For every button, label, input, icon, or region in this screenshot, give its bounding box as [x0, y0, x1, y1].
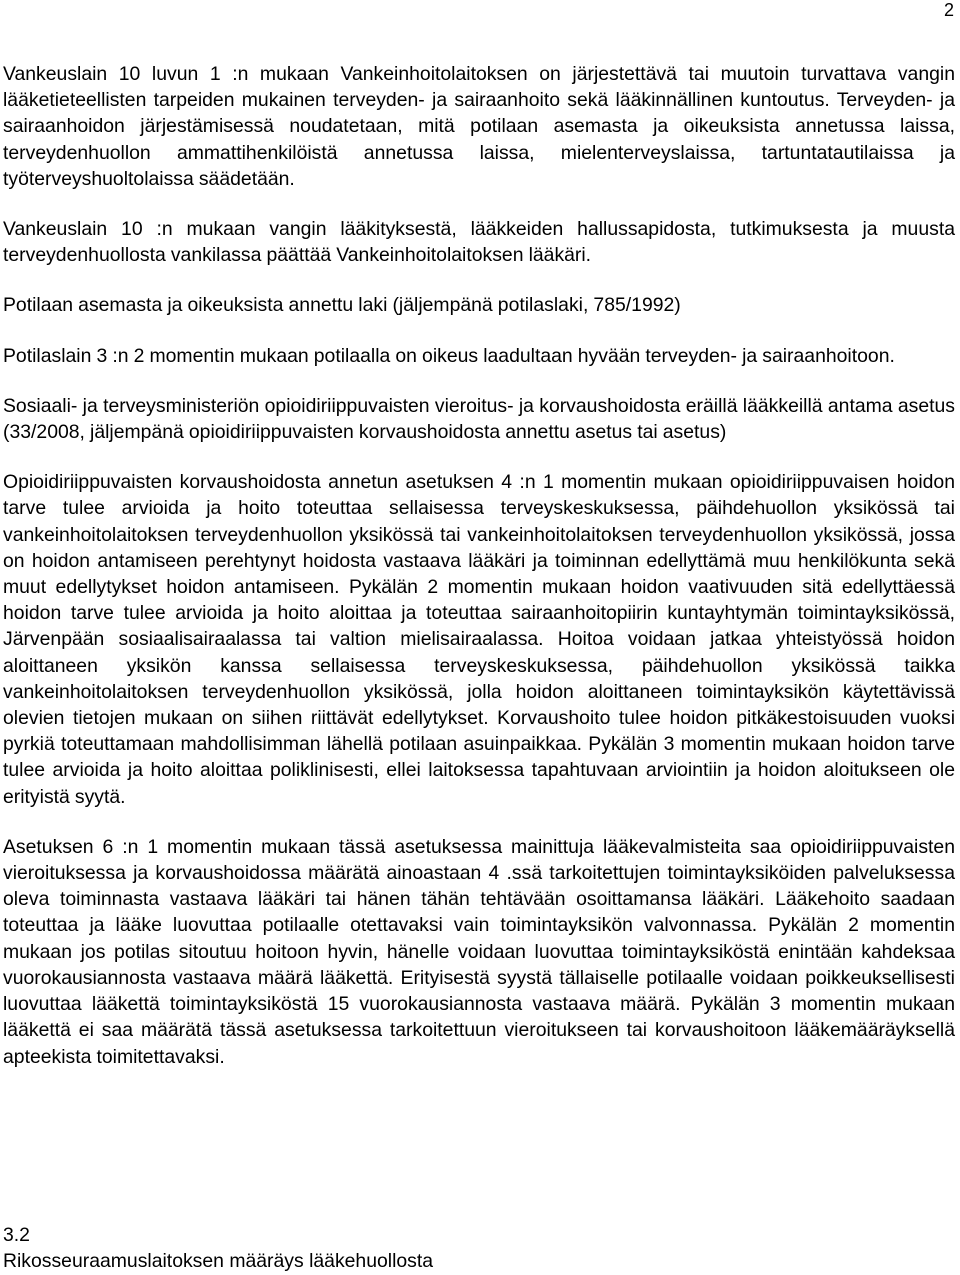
paragraph-vankeuslaki-terveydenhuolto: Vankeuslain 10 luvun 1 :n mukaan Vankeinhoitolaitoksen on järjestettävä tai muutoin turvattava vangin lääketieteellisten tarpeiden mukainen terveyden- ja sairaanhoito sekä lääkinnällinen kuntoutus. Terveyden- ja sairaanhoidon järjestämisessä noudatetaan, mitä potilaan asemasta ja oikeuksista annetussa laissa, terveydenhuollon ammattihenkilöistä annetussa laissa, mielenterveyslaissa, tartuntatautilaissa ja työterveyshuoltolaissa säädetään. [3, 63, 955, 190]
paragraph-vankeuslaki-laakitys: Vankeuslain 10 :n mukaan vangin lääkityksestä, lääkkeiden hallussapidosta, tutkimuksesta ja muusta terveydenhuollosta vankilassa päättää Vankeinhoitolaitoksen lääkäri. [3, 218, 955, 267]
paragraph-asetus-4: Opioidiriippuvaisten korvaushoidosta annetun asetuksen 4 :n 1 momentin mukaan opioidiriippuvaisen hoidon tarve tulee arvioida ja hoito toteuttaa sellaisessa terveyskeskuksessa, päihdehuollon yksikössä tai vankeinhoitolaitoksen terveydenhuollon yksikössä tai vankeinhoitolaitoksen terveydenhuollon yksikössä, jossa on hoidon antamiseen perehtynyt hoidosta vastaava lääkäri ja toiminnan edellyttämä muu henkilökunta sekä muut edellytykset hoidon antamiseen. Pykälän 2 momentin mukaan hoidon vaativuuden sitä edellyttäessä hoidon tarve tulee arvioida ja hoito aloittaa ja toteuttaa sairaanhoitopiirin kuntayhtymän toimintayksikössä, Järvenpään sosiaalisairaalassa tai valtion mielisairaalassa. Hoitoa voidaan jatkaa yhteistyössä hoidon aloittaneen yksikön kanssa sellaisessa terveyskeskuksessa, päihdehuollon yksikössä taikka vankeinhoitolaitoksen terveydenhuollon yksikössä, jolla hoidon aloittaneen toimintayksikön käytettävissä olevien tietojen mukaan on siihen riittävät edellytykset. Korvaushoito tulee hoidon pitkäkestoisuuden vuoksi pyrkiä toteuttamaan mahdollisimman lähellä potilaan asuinpaikkaa. Pykälän 3 momentin mukaan hoidon tarve tulee arvioida ja hoito aloittaa poliklinisesti, ellei laitoksessa tapahtuvaan arviointiin ja hoidon aloitukseen ole erityistä syytä. [3, 471, 955, 808]
paragraph-potilaslaki-3: Potilaslain 3 :n 2 momentin mukaan potilaalla on oikeus laadultaan hyvään terveyden- ja sairaanhoitoon. [3, 344, 895, 367]
section-heading [3, 1222, 955, 1274]
document-body [3, 61, 955, 1094]
section-number: 3.2 [3, 1224, 30, 1246]
section-title: Rikosseuraamuslaitoksen määräys lääkehuollosta [3, 1250, 434, 1273]
page-number: 2 [943, 0, 954, 20]
paragraph-asetus-6: Asetuksen 6 :n 1 momentin mukaan tässä asetuksessa mainittuja lääkevalmisteita saa opioidiriippuvaisten vieroituksessa ja korvaushoidossa määrätä ainoastaan 4 .ssä tarkoitettujen toimintayksiköiden palveluksessa oleva toiminnasta vastaava lääkäri tai hänen tähän tehtävään osoittamansa lääkäri. Lääkehoito saadaan toteuttaa ja lääke luovuttaa potilaalle otettavaksi vain toimintayksikön valvonnassa. Pykälän 2 momentin mukaan jos potilas sitoutuu hoitoon hyvin, hänelle voidaan luovuttaa toimintayksiköstä enintään kahdeksaa vuorokausiannosta vastaava määrä lääkettä. Erityisestä syystä tällaiselle potilaalle voidaan poikkeuksellisesti luovuttaa lääkettä toimintayksiköstä 15 vuorokausiannosta vastaava määrä. Pykälän 3 momentin mukaan lääkettä ei saa määrätä tässä asetuksessa tarkoitettuun vieroitukseen tai korvaushoitoon lääkemääräyksellä apteekista toimitettavaksi. [3, 835, 955, 1068]
paragraph-potilaslaki-heading: Potilaan asemasta ja oikeuksista annettu laki (jäljempänä potilaslaki, 785/1992) [3, 294, 681, 317]
paragraph-stm-asetus-heading: Sosiaali- ja terveysministeriön opioidiriippuvaisten vieroitus- ja korvaushoidosta eräillä lääkkeillä antama asetus (33/2008, jäljempänä opioidiriippuvaisten korvaushoidosta annettu asetus tai asetus) [3, 394, 955, 444]
